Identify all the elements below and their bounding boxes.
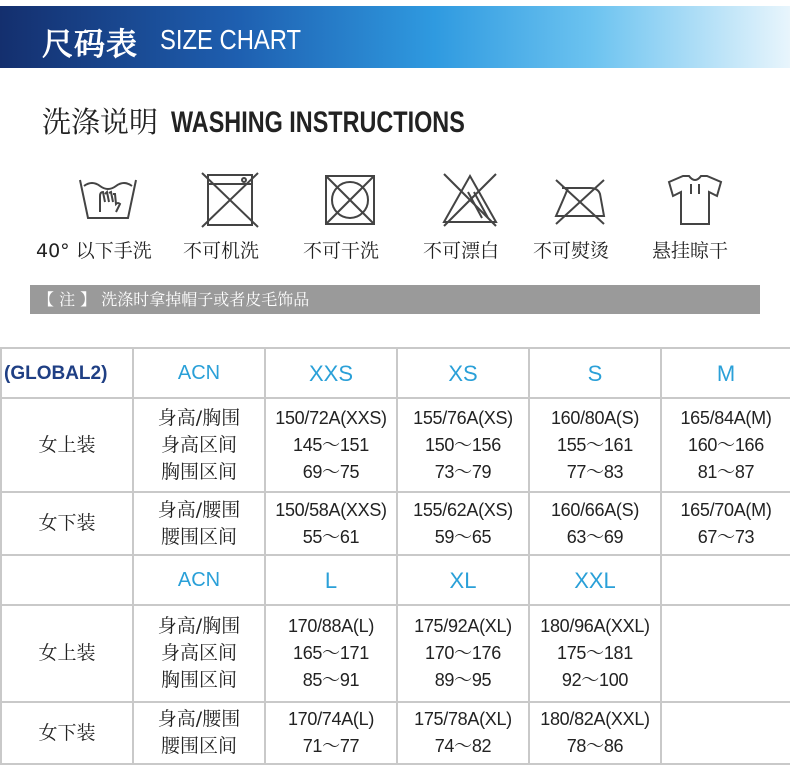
- size-value: 165/70A(M): [680, 499, 772, 520]
- icon-label-no-bleach: 不可漂白: [423, 240, 500, 262]
- size-header: XS: [397, 348, 529, 398]
- row-labels: [133, 492, 265, 555]
- icon-label-no-machine-wash: 不可机洗: [183, 240, 260, 262]
- size-header: L: [265, 555, 397, 605]
- size-value: 155～161: [557, 434, 633, 455]
- washing-note: 【 注 】 洗涤时拿掉帽子或者皮毛饰品: [30, 285, 760, 314]
- category-bottom: 女下装: [1, 492, 133, 555]
- size-value: 155/62A(XS): [413, 499, 513, 520]
- no-iron-icon: [550, 172, 610, 228]
- size-cell: [661, 398, 790, 492]
- no-dry-clean-icon: [320, 172, 380, 228]
- size-value: 71～77: [302, 736, 360, 756]
- size-value: 85～91: [302, 670, 360, 690]
- size-cell: [397, 398, 529, 492]
- size-header: XXL: [529, 555, 661, 605]
- size-value: 170/74A(L): [287, 709, 375, 729]
- category-top: 女上装: [1, 605, 133, 702]
- size-value: 73～79: [434, 461, 492, 482]
- icon-label-no-iron: 不可熨烫: [533, 240, 610, 262]
- size-cell: [529, 702, 661, 764]
- hand-wash-icon: [78, 172, 138, 228]
- table-row: [1, 605, 790, 702]
- size-value: 160/66A(S): [550, 499, 640, 520]
- empty-cell: [661, 605, 790, 702]
- banner-title-cn: 尺码表: [42, 27, 138, 63]
- category-top: 女上装: [1, 398, 133, 492]
- size-value: 67～73: [697, 526, 755, 547]
- row-labels: [133, 398, 265, 492]
- size-value: 63～69: [566, 526, 624, 547]
- table-header-row: [1, 348, 790, 398]
- table-row: [1, 398, 790, 492]
- row-labels: [133, 702, 265, 764]
- size-cell: [529, 492, 661, 555]
- size-value: 170/88A(L): [287, 616, 375, 636]
- row-label: 身高/胸围: [157, 406, 241, 429]
- washing-title-en: WASHING INSTRUCTIONS: [171, 106, 465, 139]
- size-value: 170～176: [425, 643, 501, 663]
- acn-header: ACN: [133, 555, 265, 605]
- table-header-row: [1, 555, 790, 605]
- size-cell: [265, 398, 397, 492]
- size-header: XXS: [265, 348, 397, 398]
- size-value: 89～95: [434, 670, 492, 690]
- row-label: 胸围区间: [160, 669, 237, 691]
- size-header: XL: [397, 555, 529, 605]
- size-value: 175～181: [557, 643, 633, 663]
- size-value: 55～61: [302, 526, 360, 547]
- washing-title: [42, 100, 548, 140]
- washing-title-cn: 洗涤说明: [42, 105, 159, 139]
- size-value: 145～151: [293, 434, 369, 455]
- size-value: 69～75: [302, 461, 360, 482]
- empty-cell: [661, 555, 790, 605]
- size-value: 81～87: [697, 461, 755, 482]
- row-label: 身高/胸围: [157, 615, 241, 637]
- table-row: [1, 492, 790, 555]
- size-value: 150～156: [425, 434, 501, 455]
- size-value: 175/78A(XL): [414, 709, 512, 729]
- acn-header: ACN: [133, 348, 265, 398]
- size-value: 160/80A(S): [550, 407, 640, 428]
- size-value: 59～65: [434, 526, 492, 547]
- empty-cell: [1, 555, 133, 605]
- size-value: 150/58A(XXS): [275, 499, 387, 520]
- size-value: 165～171: [293, 643, 369, 663]
- size-value: 180/82A(XXL): [540, 709, 650, 729]
- size-cell: [397, 605, 529, 702]
- row-label: 腰围区间: [160, 525, 237, 548]
- global-label: (GLOBAL2): [1, 348, 133, 398]
- banner-title-en: SIZE CHART: [160, 24, 302, 55]
- size-cell: [265, 492, 397, 555]
- row-label: 身高/腰围: [157, 708, 241, 730]
- size-value: 155/76A(XS): [413, 407, 513, 428]
- hang-dry-icon: [665, 172, 725, 228]
- size-value: 78～86: [566, 736, 624, 756]
- size-header: S: [529, 348, 661, 398]
- size-value: 165/84A(M): [680, 407, 772, 428]
- icon-label-hand-wash: 40° 以下手洗: [36, 240, 152, 262]
- size-cell: [265, 605, 397, 702]
- size-value: 160～166: [688, 434, 764, 455]
- size-value: 175/92A(XL): [414, 616, 512, 636]
- size-cell: [529, 398, 661, 492]
- icon-label-hang-dry: 悬挂晾干: [652, 240, 729, 262]
- no-machine-wash-icon: [200, 172, 260, 228]
- no-bleach-icon: [440, 172, 500, 228]
- row-label: 身高区间: [160, 642, 237, 664]
- size-value: 180/96A(XXL): [540, 616, 650, 636]
- row-label: 胸围区间: [160, 460, 237, 483]
- icon-label-no-dry-clean: 不可干洗: [303, 240, 380, 262]
- size-chart-banner: [0, 6, 790, 68]
- empty-cell: [661, 702, 790, 764]
- size-value: 150/72A(XXS): [275, 407, 387, 428]
- row-label: 身高区间: [160, 433, 237, 456]
- size-value: 92～100: [561, 670, 629, 690]
- size-header: M: [661, 348, 790, 398]
- size-table: [0, 347, 790, 765]
- category-bottom: 女下装: [1, 702, 133, 764]
- row-label: 身高/腰围: [157, 498, 241, 521]
- row-labels: [133, 605, 265, 702]
- size-cell: [397, 702, 529, 764]
- size-cell: [397, 492, 529, 555]
- size-cell: [661, 492, 790, 555]
- size-cell: [265, 702, 397, 764]
- row-label: 腰围区间: [160, 735, 237, 757]
- size-cell: [529, 605, 661, 702]
- table-row: [1, 702, 790, 764]
- size-value: 74～82: [434, 736, 492, 756]
- size-value: 77～83: [566, 461, 624, 482]
